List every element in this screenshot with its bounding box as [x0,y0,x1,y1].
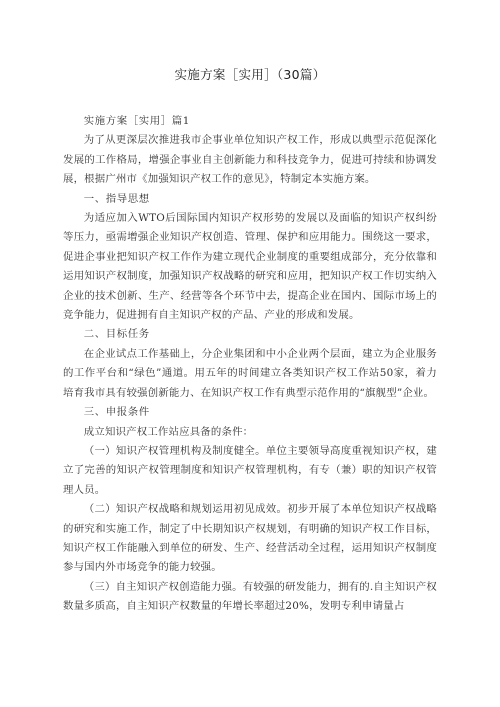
document-title: 实施方案［实用］（30篇） [174,67,326,82]
guiding-ideology-paragraph: 为适应加入WTO后国际国内知识产权形势的发展以及面临的知识产权纠纷等压力，亟需增强企业知识产权创造、管理、保护和应用能力。围绕这一要求，促进企事业把知识产权工作作为建立现代企业制度的重要组成部分，充分依靠和运用知识产权制度，加强知识产权战略的研究和应用，把知识产权工作切实纳入企业的技术创新、生产、经营等各个环节中去，提高企业在国内、国际市场上的竞争能力，促进拥有自主知识产权的产品、产业的形成和发展。 [63,212,437,322]
intro-paragraph: 为了从更深层次推进我市企事业单位知识产权工作，形成以典型示范促深化发展的工作格局，增强企事业自主创新能力和科技竞争力，促进可持续和协调发展，根据广州市《加强知识产权工作的意见》，特制定本实施方案。 [63,134,437,186]
heading-goals-tasks: 二、目标任务 [83,328,150,341]
condition-item-1: （一）知识产权管理机构及制度健全。单位主要领导高度重视知识产权，建立了完善的知识产权管理制度和知识产权管理机构，有专（兼）职的知识产权管理人员。 [63,444,437,496]
heading-guiding-ideology: 一、指导思想 [83,192,150,205]
heading-application-conditions: 三、申报条件 [83,406,150,419]
condition-item-3: （三）自主知识产权创造能力强。有较强的研发能力，拥有的.自主知识产权数量多质高，自主知识产权数量的年增长率超过20%，发明专利申请量占 [63,580,437,613]
document-body [63,112,437,617]
condition-item-2: （二）知识产权战略和规划运用初见成效。初步开展了本单位知识产权战略的研究和实施工作，制定了中长期知识产权规划，有明确的知识产权工作目标，知识产权工作能融入到单位的研发、生产、经营活动全过程，运用知识产权制度参与国内外市场竞争的能力较强。 [63,503,437,574]
goals-tasks-paragraph: 在企业试点工作基础上，分企业集团和中小企业两个层面，建立为企业服务的工作平台和“绿色”通道。用五年的时间建立各类知识产权工作站50家，着力培育我市具有较强创新能力、在知识产权工作有典型示范作用的“旗舰型”企业。 [63,347,437,399]
section-label: 实施方案［实用］篇1 [83,115,190,127]
conditions-intro-paragraph: 成立知识产权工作站应具备的条件： [83,425,254,438]
